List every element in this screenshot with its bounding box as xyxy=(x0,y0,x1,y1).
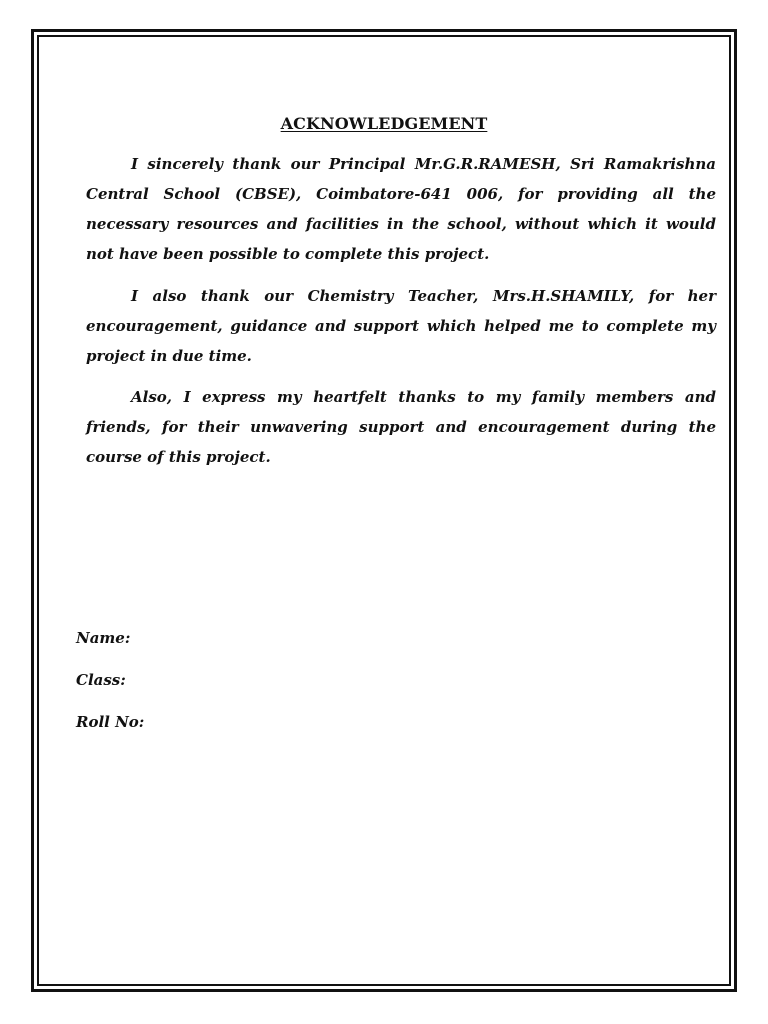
paragraph-family-thanks: Also, I express my heartfelt thanks to my family members and friends, for their unwavering support and encouragement during the course of this project. xyxy=(86,388,716,466)
class-label: Class: xyxy=(76,671,126,689)
paragraph-principal-thanks: I sincerely thank our Principal Mr.G.R.RAMESH, Sri Ramakrishna Central School (CBSE), Coimbatore-641 006, for providing all the necessary resources and facilities in the school, without which it would not have been possible to complete this project. xyxy=(86,155,716,263)
roll-no-label: Roll No: xyxy=(76,713,145,731)
name-label: Name: xyxy=(76,629,131,647)
page-title: ACKNOWLEDGEMENT xyxy=(280,114,488,133)
paragraph-teacher-thanks: I also thank our Chemistry Teacher, Mrs.H.SHAMILY, for her encouragement, guidance and support which helped me to complete my project in due time. xyxy=(86,287,716,365)
